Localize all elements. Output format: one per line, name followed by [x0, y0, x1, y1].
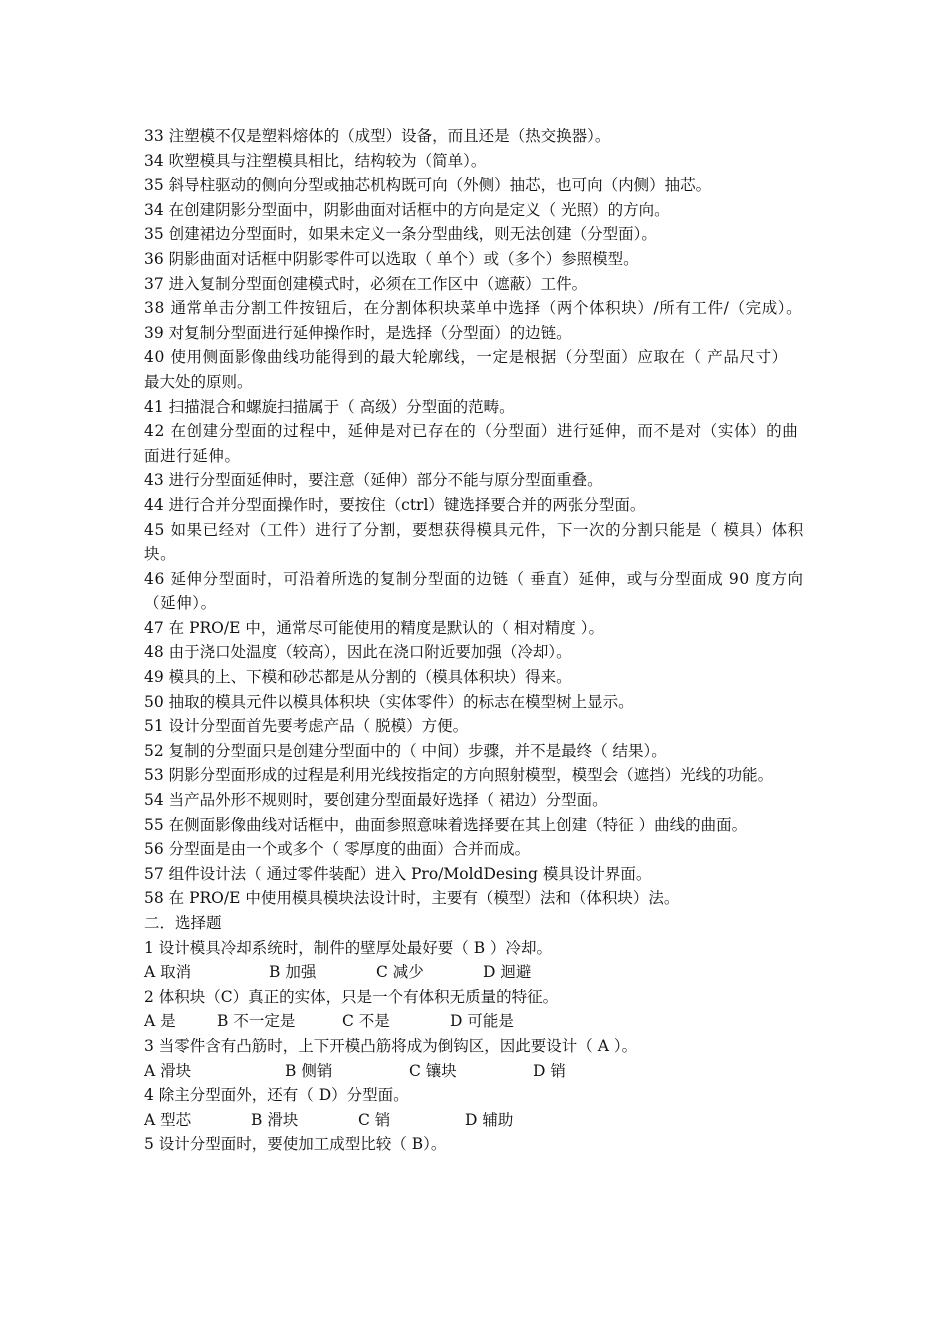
answer-option: B 滑块 — [251, 1110, 299, 1129]
text-line: 35 创建裙边分型面时，如果未定义一条分型曲线，则无法创建（分型面）。 — [144, 225, 657, 244]
text-line: 36 阴影曲面对话框中阴影零件可以选取（ 单个）或（多个）参照模型。 — [144, 249, 639, 268]
text-line: 47 在 PRO/E 中，通常尽可能使用的精度是默认的（ 相对精度 ）。 — [144, 618, 604, 637]
text-line: 46 延伸分型面时，可沿着所选的复制分型面的边链（ 垂直）延伸，或与分型面成 90 度方向（延伸）。 — [144, 569, 804, 613]
answer-option: A 型芯 — [144, 1110, 192, 1129]
answer-option: A 是 — [144, 1012, 176, 1031]
text-line: 55 在侧面影像曲线对话框中，曲面参照意味着选择要在其上创建（特征 ）曲线的曲面。 — [144, 815, 748, 834]
text-line: 最大处的原则。 — [144, 372, 253, 391]
text-line: 35 斜导柱驱动的侧向分型或抽芯机构既可向（外侧）抽芯，也可向（内侧）抽芯。 — [144, 176, 712, 195]
answer-option: C 不是 — [342, 1012, 390, 1031]
answer-option: A 滑块 — [144, 1061, 192, 1080]
text-line: 56 分型面是由一个或多个（ 零厚度的曲面）合并而成。 — [144, 840, 531, 859]
text-line: 40 使用侧面影像曲线功能得到的最大轮廓线，一定是根据（分型面）应取在（ 产品尺寸） — [144, 348, 788, 367]
text-line: 2 体积块（C）真正的实体，只是一个有体积无质量的特征。 — [144, 987, 559, 1006]
text-line: 50 抽取的模具元件以模具体积块（实体零件）的标志在模型树上显示。 — [144, 692, 634, 711]
text-line: 48 由于浇口处温度（较高），因此在浇口附近要加强（冷却）。 — [144, 643, 572, 662]
text-line: 53 阴影分型面形成的过程是利用光线按指定的方向照射模型，模型会（遮挡）光线的功能。 — [144, 766, 774, 785]
answer-option: D 辅助 — [465, 1110, 514, 1129]
answer-option: D 可能是 — [450, 1012, 514, 1031]
answer-options — [144, 1059, 814, 1084]
text-line: 41 扫描混合和螺旋扫描属于（ 高级）分型面的范畴。 — [144, 397, 515, 416]
text-line: 37 进入复制分型面创建模式时，必须在工作区中（遮蔽）工件。 — [144, 274, 588, 293]
answer-options — [144, 1108, 814, 1133]
answer-option: B 加强 — [269, 963, 317, 982]
text-line: 44 进行合并分型面操作时，要按住（ctrl）键选择要合并的两张分型面。 — [144, 495, 646, 514]
text-line: 二．选择题 — [144, 914, 222, 932]
answer-option: C 减少 — [376, 963, 424, 982]
text-line: 58 在 PRO/E 中使用模具模块法设计时，主要有（模型）法和（体积块）法。 — [144, 889, 680, 908]
text-line: 3 当零件含有凸筋时，上下开模凸筋将成为倒钩区，因此要设计（ A ）。 — [144, 1036, 638, 1055]
answer-option: B 不一定是 — [217, 1012, 296, 1031]
text-line: 52 复制的分型面只是创建分型面中的（ 中间）步骤，并不是最终（ 结果）。 — [144, 741, 667, 760]
text-line: 49 模具的上、下模和砂芯都是从分割的（模具体积块）得来。 — [144, 668, 572, 687]
text-line: 34 吹塑模具与注塑模具相比，结构较为（简单）。 — [144, 151, 487, 170]
answer-option: A 取消 — [144, 963, 192, 982]
text-line: 42 在创建分型面的过程中，延伸是对已存在的（分型面）进行延伸，而不是对（实体）的曲面进行延伸。 — [144, 422, 799, 465]
document-body — [144, 124, 814, 1157]
text-line: 45 如果已经对（工件）进行了分割，要想获得模具元件，下一次的分割只能是（ 模具）体积块。 — [144, 520, 804, 564]
text-line: 4 除主分型面外，还有（ D）分型面。 — [144, 1086, 409, 1105]
answer-options — [144, 1009, 814, 1034]
text-line: 51 设计分型面首先要考虑产品（ 脱模）方便。 — [144, 717, 469, 736]
text-line: 54 当产品外形不规则时，要创建分型面最好选择（ 裙边）分型面。 — [144, 791, 608, 810]
text-line: 5 设计分型面时，要使加工成型比较（ B）。 — [144, 1135, 447, 1154]
text-line: 43 进行分型面延伸时，要注意（延伸）部分不能与原分型面重叠。 — [144, 471, 603, 490]
text-line: 38 通常单击分割工件按钮后，在分割体积块菜单中选择（两个体积块）/所有工件/（完成）。 — [144, 299, 803, 318]
answer-option: B 侧销 — [285, 1061, 333, 1080]
text-line: 39 对复制分型面进行延伸操作时，是选择（分型面）的边链。 — [144, 323, 572, 342]
text-line: 33 注塑模不仅是塑料熔体的（成型）设备，而且还是（热交换器）。 — [144, 127, 611, 145]
answer-options — [144, 960, 814, 985]
answer-option: D 销 — [533, 1061, 566, 1080]
text-line: 34 在创建阴影分型面中，阴影曲面对话框中的方向是定义（ 光照）的方向。 — [144, 200, 670, 219]
text-line: 1 设计模具冷却系统时，制件的壁厚处最好要（ B ）冷却。 — [144, 938, 553, 957]
answer-option: C 销 — [358, 1110, 391, 1129]
text-line: 57 组件设计法（ 通过零件装配）进入 Pro/MoldDesing 模具设计界面。 — [144, 864, 652, 883]
answer-option: C 镶块 — [409, 1061, 457, 1080]
answer-option: D 迴避 — [483, 963, 532, 982]
